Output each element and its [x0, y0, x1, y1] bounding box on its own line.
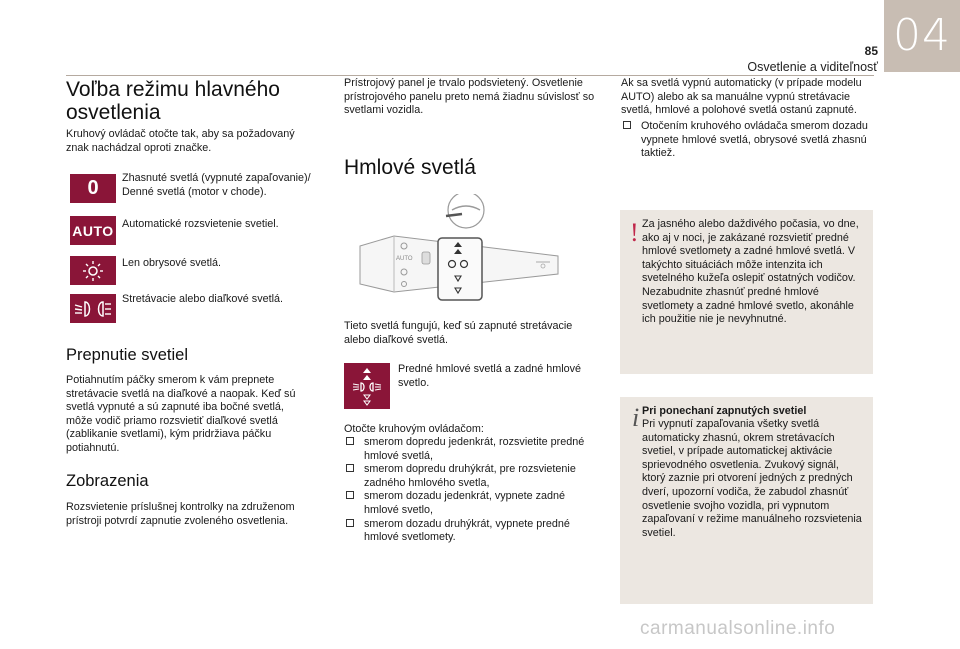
fog-lights-icon	[344, 363, 390, 409]
auto-off-list	[621, 120, 876, 161]
mode-label-auto: Automatické rozsvietenie svetiel.	[122, 218, 279, 230]
section-title-fog-lights: Hmlové svetlá	[344, 156, 476, 179]
stalk-auto-label: AUTO	[396, 256, 413, 262]
checkbox-bullet-icon	[346, 491, 354, 499]
light-stalk-illustration	[358, 194, 568, 310]
checkbox-bullet-icon	[346, 437, 354, 445]
info-box	[620, 397, 873, 604]
list-item: smerom dopredu jedenkrát, rozsvietite predné hmlové svetlá,	[344, 436, 599, 463]
watermark: carmanualsonline.info	[640, 618, 836, 639]
auto-off-text: Ak sa svetlá vypnú automaticky (v prípade modelu AUTO) alebo ak sa manuálne vypnú stretávacie svetlá, hmlové a polohové svetlá ostanú zapnuté.	[621, 77, 862, 117]
mode-label-off: Zhasnuté svetlá (vypnuté zapaľovanie)/ Denné svetlá (motor v chode).	[122, 172, 311, 198]
checkbox-bullet-icon	[346, 464, 354, 472]
off-symbol-icon: 0	[70, 174, 116, 203]
list-item: smerom dozadu druhýkrát, vypnete predné hmlové svetlomety.	[344, 518, 599, 545]
dipped-main-beam-icon	[70, 294, 116, 323]
checkbox-bullet-icon	[346, 519, 354, 527]
warning-text: Za jasného alebo daždivého počasia, vo dne, ako aj v noci, je zakázané rozsvietiť predné hmlové svetlomety a zadné hmlové svetlá. V takýchto situáciách môže intenzita ich svetelného kužeľa oslepiť ostatných vodičov. Nezabudnite zhasnúť predné hmlové svetlomety a zadné hmlové svetlo, akonáhle ich použitie nie je nevyhnutné.	[642, 218, 859, 326]
section-title-displays: Zobrazenia	[66, 472, 149, 490]
list-item: smerom dozadu jedenkrát, vypnete zadné hmlové svetlo,	[344, 490, 599, 517]
fog-lights-condition: Tieto svetlá fungujú, keď sú zapnuté stretávacie alebo diaľkové svetlá.	[344, 320, 573, 346]
warning-box	[620, 210, 873, 374]
sidelights-icon	[70, 256, 116, 285]
section-title-switching: Prepnutie svetiel	[66, 346, 188, 364]
mode-label-beams: Stretávacie alebo diaľkové svetlá.	[122, 293, 283, 305]
main-lighting-intro: Kruhový ovládač otočte tak, aby sa požadovaný znak nachádzal oproti značke.	[66, 128, 295, 154]
panel-lighting-text: Prístrojový panel je trvalo podsvietený. Osvetlenie prístrojového panelu preto nemá žiadnu súvislosť so svetlami vozidla.	[344, 77, 595, 117]
switching-text: Potiahnutím páčky smerom k vám prepnete stretávacie svetlá na diaľkové a naopak. Keď sú svetlá vypnuté a sú zapnuté iba bočné svetlá, môže vodič priamo rozsvietiť diaľkové svetlá (zablikanie svetlami), kým pridržiava páčku potiahnutú.	[66, 374, 296, 454]
turn-ring-intro: Otočte kruhovým ovládačom:	[344, 423, 484, 435]
chapter-tab: 04	[884, 0, 960, 72]
auto-symbol-icon: AUTO	[70, 216, 116, 245]
list-item: Otočením kruhového ovládača smerom dozadu vypnete hmlové svetlá, obrysové svetlá zhasnú taktiež.	[621, 120, 876, 161]
displays-text: Rozsvietenie príslušnej kontrolky na združenom prístroji potvrdí zapnutie zvoleného osvetlenia.	[66, 501, 295, 527]
fog-lights-icon-label: Predné hmlové svetlá a zadné hmlové svetlo.	[398, 363, 582, 389]
turn-ring-list	[344, 436, 599, 545]
chapter-title: Osvetlenie a viditeľnosť	[747, 60, 878, 74]
list-item: smerom dopredu druhýkrát, pre rozsvietenie zadného hmlového svetla,	[344, 463, 599, 490]
info-title: Pri ponechaní zapnutých svetiel	[642, 405, 807, 417]
page-number: 85	[864, 44, 878, 58]
checkbox-bullet-icon	[623, 121, 631, 129]
warning-icon: !	[630, 218, 639, 247]
info-icon: i	[632, 403, 640, 432]
info-text: Pri vypnutí zapaľovania všetky svetlá automaticky zhasnú, okrem stretávacích svetiel, v prípade automatickej aktivácie sprievodného osvetlenia. Zvukový signál, ktorý zaznie pri otvorení jedných z predných dverí, upozorní vodiča, že zabudol zhasnúť osvetlenie svojho vozidla, pri vypnutom zapaľovaní v režime manuálneho rozsvietenia svetiel.	[642, 418, 862, 539]
mode-label-sidelights: Len obrysové svetlá.	[122, 257, 222, 269]
section-title-main-lighting: Voľba režimu hlavného osvetlenia	[66, 78, 280, 124]
header-divider	[66, 75, 874, 76]
